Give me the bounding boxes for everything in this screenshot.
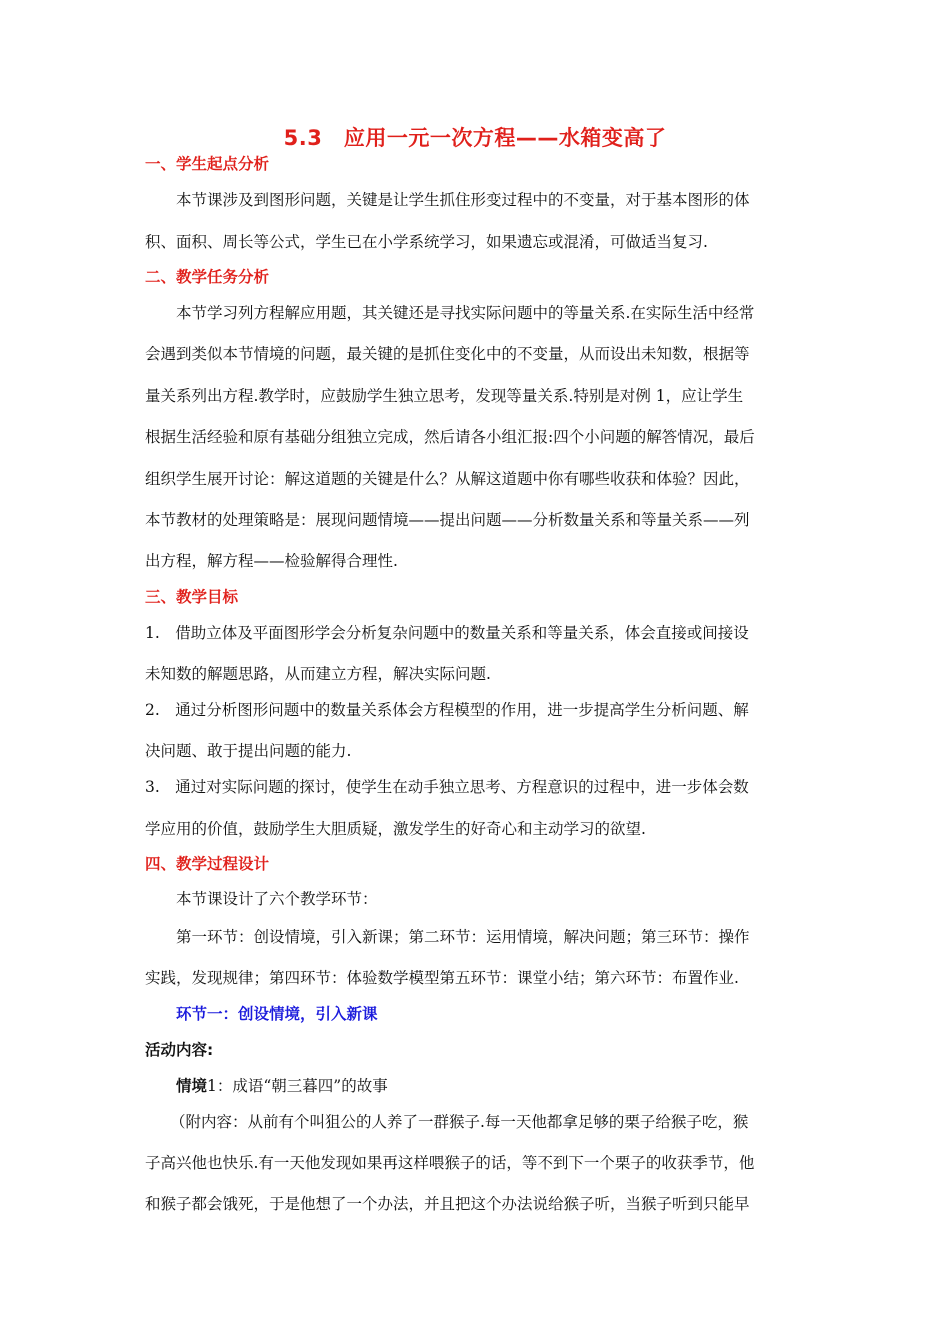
story-line: 和猴子都会饿死，于是他想了一个办法，并且把这个办法说给猴子听，当猴子听到只能早: [145, 1195, 750, 1213]
paragraph-line: 实践，发现规律；第四环节：体验数学模型第五环节：课堂小结；第六环节：布置作业.: [145, 969, 739, 987]
section-heading-4: 四、教学过程设计: [145, 855, 270, 873]
section-heading-3: 三、教学目标: [145, 588, 239, 606]
scenario-label: 情境: [176, 1077, 208, 1095]
section-heading-2: 二、教学任务分析: [145, 268, 270, 286]
paragraph-line: 本节课涉及到图形问题，关键是让学生抓住形变过程中的不变量，对于基本图形的体: [176, 191, 750, 209]
list-item-line: 学应用的价值，鼓励学生大胆质疑，激发学生的好奇心和主动学习的欲望.: [145, 820, 646, 838]
activity-label: 活动内容:: [145, 1041, 214, 1059]
paragraph-line: 积、面积、周长等公式，学生已在小学系统学习，如果遗忘或混淆，可做适当复习.: [145, 233, 708, 251]
document-title: 5.3 应用一元一次方程——水箱变高了: [283, 126, 667, 150]
paragraph-line: 本节学习列方程解应用题，其关键还是寻找实际问题中的等量关系.在实际生活中经常: [176, 304, 755, 322]
list-item-line: 决问题、敢于提出问题的能力.: [145, 742, 352, 760]
paragraph-line: 会遇到类似本节情境的问题，最关键的是抓住变化中的不变量，从而设出未知数，根据等: [145, 345, 750, 363]
paragraph-line: 出方程，解方程——检验解得合理性.: [145, 552, 398, 570]
paragraph-line: 量关系列出方程.教学时，应鼓励学生独立思考，发现等量关系.特别是对例 1，应让学生: [145, 387, 744, 405]
scenario-text: 1：成语“朝三暮四”的故事: [207, 1077, 388, 1095]
paragraph-line: 组织学生展开讨论：解这道题的关键是什么？从解这道题中你有哪些收获和体验？因此，: [145, 470, 750, 488]
list-item-line: 1. 借助立体及平面图形学会分析复杂问题中的数量关系和等量关系，体会直接或间接设: [145, 624, 749, 642]
paragraph-line: 本节教材的处理策略是：展现问题情境——提出问题——分析数量关系和等量关系——列: [145, 511, 750, 529]
list-item-line: 2. 通过分析图形问题中的数量关系体会方程模型的作用，进一步提高学生分析问题、解: [145, 701, 749, 719]
section-heading-1: 一、学生起点分析: [145, 155, 270, 173]
story-line: （附内容：从前有个叫狙公的人养了一群猴子.每一天他都拿足够的栗子给猴子吃，猴: [170, 1113, 749, 1131]
paragraph-line: 本节课设计了六个教学环节：: [176, 890, 378, 908]
paragraph-line: 根据生活经验和原有基础分组独立完成，然后请各小组汇报:四个小问题的解答情况，最后: [145, 428, 755, 446]
list-item-line: 3. 通过对实际问题的探讨，使学生在动手独立思考、方程意识的过程中，进一步体会数: [145, 778, 749, 796]
list-item-line: 未知数的解题思路，从而建立方程，解决实际问题.: [145, 665, 491, 683]
story-line: 子高兴他也快乐.有一天他发现如果再这样喂猴子的话，等不到下一个栗子的收获季节，他: [145, 1154, 755, 1172]
step-heading-1: 环节一：创设情境，引入新课: [176, 1005, 378, 1023]
paragraph-line: 第一环节：创设情境，引入新课；第二环节：运用情境，解决问题；第三环节：操作: [176, 928, 750, 946]
scenario-line: [176, 1074, 388, 1096]
